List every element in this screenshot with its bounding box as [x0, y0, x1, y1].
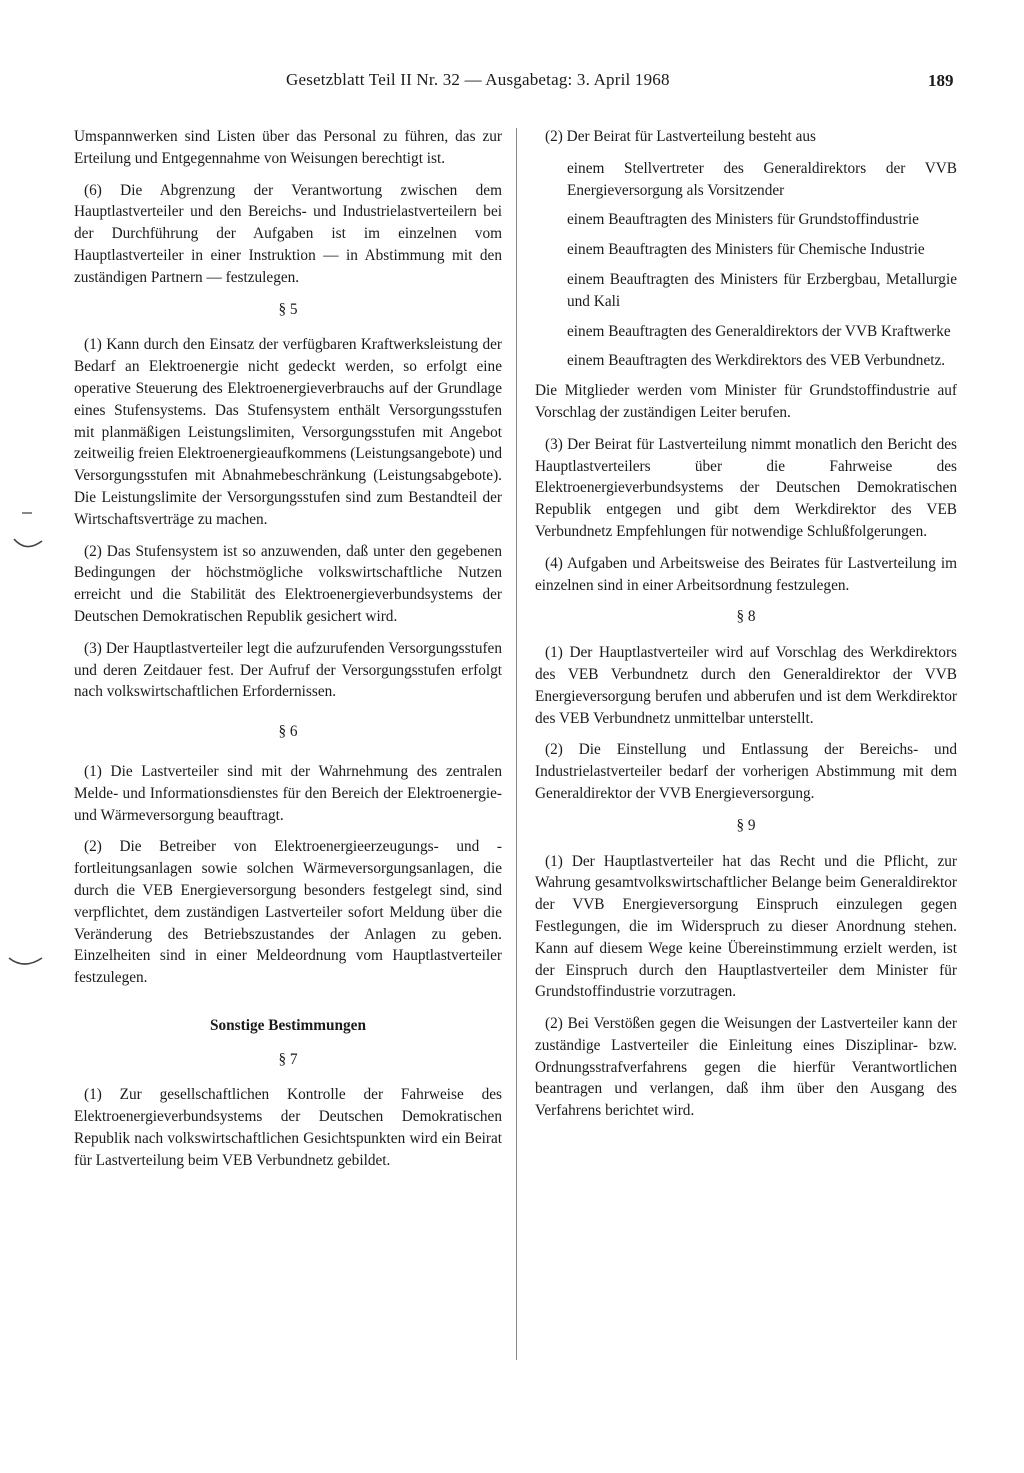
paragraph-7-4: (4) Aufgaben und Arbeitsweise des Beirates für Lastverteilung im einzelnen sind in einer Arbeitsordnung festzulegen.	[535, 554, 957, 594]
left-column	[74, 126, 502, 1182]
paragraph-8-1: (1) Der Hauptlastverteiler wird auf Vorschlag des Werkdirektors des VEB Verbundnetz durch den Generaldirektor der VVB Energieversorgung berufen und abberufen und ist dem Werkdirektor des VEB Verbundnetz unmittelbar unterstellt.	[535, 644, 957, 727]
paragraph-9-2: (2) Bei Verstößen gegen die Weisungen der Lastverteiler kann der zuständige Lastverteiler die Einleitung eines Disziplinar- bzw. Ordnungsstrafverfahrens gegen die hierfür Verantwortlichen beantragen und verlangen, daß ihm über den Ausgang des Verfahrens berichtet wird.	[535, 1015, 957, 1120]
right-column	[535, 126, 957, 1132]
paragraph-8-2: (2) Die Einstellung und Entlassung der Bereichs- und Industrielastverteiler bedarf der vorherigen Abstimmung mit dem Generaldirektor der VVB Energieversorgung.	[535, 741, 957, 802]
paragraph-6-2: (2) Die Betreiber von Elektroenergieerzeugungs- und -fortleitungsanlagen sowie solchen Wärmeversorgungsanlagen, die durch die VEB Energieversorgung besonders festgelegt sind, sind verpflichtet, dem zuständigen Lastverteiler sofort Meldung über die Veränderung des Betriebszustandes der Anlagen zu geben. Einzelheiten sind in einer Meldeordnung vom Hauptlastverteiler festzulegen.	[74, 838, 502, 987]
section-heading-6: § 6	[278, 723, 298, 741]
paragraph-6-1: (1) Die Lastverteiler sind mit der Wahrnehmung des zentralen Melde- und Informationsdienstes für den Bereich der Elektroenergie- und Wärmeversorgung beauftragt.	[74, 762, 502, 824]
section-heading-9: § 9	[736, 816, 756, 834]
paragraph-7-3: (3) Der Beirat für Lastverteilung nimmt monatlich den Bericht des Hauptlastverteilers über die Fahrweise des Elektroenergieverbundsystems der Deutschen Demokratischen Republik entgegen und gibt dem Werkdirektor des VEB Verbundnetz Empfehlungen für notwendige Schlußfolgerungen.	[535, 435, 957, 540]
subheading-sonstige-bestimmungen: Sonstige Bestimmungen	[210, 1016, 366, 1034]
page-header	[0, 70, 1024, 94]
list-item: einem Beauftragten des Werkdirektors des VEB Verbundnetz.	[567, 352, 946, 370]
margin-mark-icon	[6, 950, 46, 972]
paragraph-7-1: (1) Zur gesellschaftlichen Kontrolle der Fahrweise des Elektroenergieverbundsystems der Deutschen Demokratischen Republik nach volkswirtschaftlichen Gesichtspunkten wird ein Beirat für Lastverteilung beim VEB Verbundnetz gebildet.	[74, 1086, 502, 1169]
paragraph-7-2: (2) Der Beirat für Lastverteilung besteht aus	[545, 128, 816, 145]
paragraph-7-members-note: Die Mitglieder werden vom Minister für Grundstoffindustrie auf Vorschlag der zuständigen Leiter berufen.	[535, 382, 957, 421]
paragraph-9-1: (1) Der Hauptlastverteiler hat das Recht und die Pflicht, zur Wahrung gesamtvolkswirtschaftlicher Belange beim Generaldirektor der VVB Energieversorgung Einspruch einzulegen gegen Festlegungen, die im Widerspruch zu dieser Anordnung stehen. Kann auf diesem Wege keine Übereinstimmung erzielt werden, ist der Einspruch durch den Hauptlastverteiler dem Minister für Grundstoffindustrie vorzutragen.	[535, 852, 957, 1001]
paragraph-4-6: (6) Die Abgrenzung der Verantwortung zwischen dem Hauptlastverteiler und den Bereichs- und Industrielastverteilern bei der Durchführung der Aufgaben ist im einzelnen vom Hauptlastverteiler in einer Instruktion — in Abstimmung mit den zuständigen Partnern — festzulegen.	[74, 181, 502, 286]
list-item: einem Stellvertreter des Generaldirektors der VVB Energieversorgung als Vorsitzender	[567, 159, 957, 199]
page-number: 189	[928, 71, 954, 90]
header-title: Gesetzblatt Teil II Nr. 32 — Ausgabetag: 3. April 1968	[286, 70, 670, 89]
section-heading-8: § 8	[736, 608, 756, 626]
list-item: einem Beauftragten des Ministers für Erzbergbau, Metallurgie und Kali	[567, 270, 957, 310]
list-item: einem Beauftragten des Ministers für Grundstoffindustrie	[567, 211, 919, 229]
paragraph-continuation: Umspannwerken sind Listen über das Personal zu führen, das zur Erteilung und Entgegennahme von Weisungen berechtigt ist.	[74, 128, 502, 167]
paragraph-5-2: (2) Das Stufensystem ist so anzuwenden, daß unter den gegebenen Bedingungen der höchstmögliche volkswirtschaftliche Nutzen erreicht und die Stabilität des Elektroenergieverbundsystems der Deutschen Demokratischen Republik gesichert wird.	[74, 542, 502, 625]
list-item: einem Beauftragten des Ministers für Chemische Industrie	[567, 241, 925, 259]
section-heading-5: § 5	[278, 300, 298, 318]
list-item: einem Beauftragten des Generaldirektors der VVB Kraftwerke	[567, 322, 951, 340]
paragraph-5-1: (1) Kann durch den Einsatz der verfügbaren Kraftwerksleistung der Bedarf an Elektroenergie nicht gedeckt werden, so erfolgt eine operative Steuerung des Elektroenergieverbrauchs auf der Grundlage eines Stufensystems. Das Stufensystem enthält Versorgungsstufen mit planmäßigen Leistungslimiten, Versorgungsstufen mit Angebot zeitweilig freien Elektroenergieaufkommens (Leistungsangebote) und Versorgungsstufen mit Abnahmebeschränkung (Leistungsabgebote). Die Leistungslimite der Versorgungsstufen sind zum Bestandteil der Wirtschaftsverträge zu machen.	[74, 336, 502, 528]
column-divider	[516, 128, 517, 1360]
paragraph-5-3: (3) Der Hauptlastverteiler legt die aufzurufenden Versorgungsstufen und deren Zeitdauer fest. Der Aufruf der Versorgungsstufen erfolgt nach volkswirtschaftlichen Erfordernissen.	[74, 639, 502, 701]
margin-mark-icon	[10, 505, 46, 557]
section-heading-7: § 7	[278, 1050, 298, 1068]
